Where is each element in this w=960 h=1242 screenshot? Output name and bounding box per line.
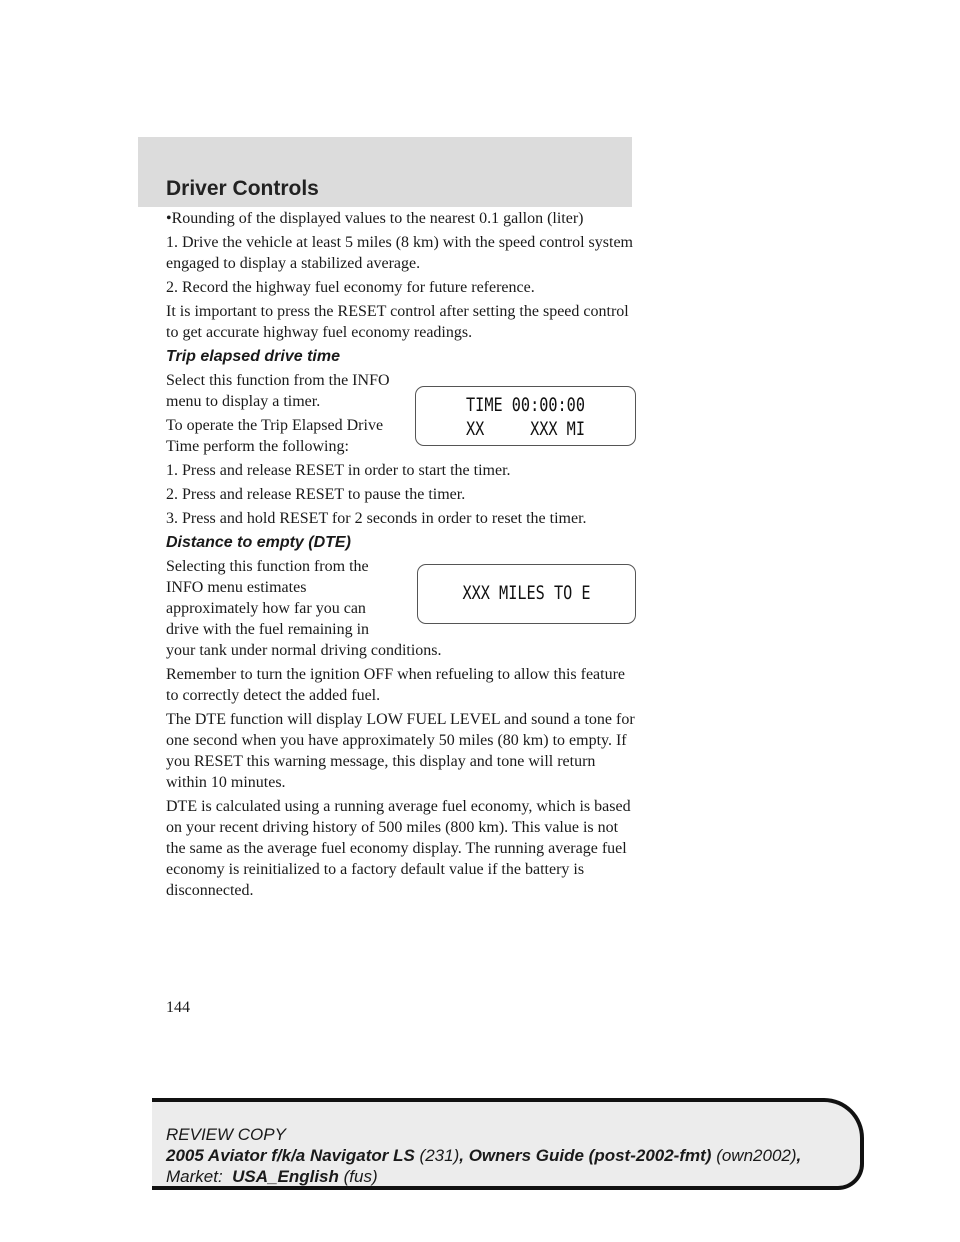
- model-name: 2005 Aviator f/k/a Navigator LS: [166, 1146, 415, 1165]
- model-code: (231): [419, 1146, 460, 1165]
- paragraph: 2. Record the highway fuel economy for future reference.: [166, 279, 535, 296]
- market-value: USA_English: [232, 1167, 339, 1186]
- bullet-text: Rounding of the displayed values to the nearest 0.1 gallon (liter): [171, 210, 584, 227]
- display-line: TIME 00:00:00: [466, 394, 585, 416]
- paragraph: The DTE function will display LOW FUEL LEVEL and sound a tone for one second when you have approximately 50 miles (80 km) to empty. If you RESET this warning message, this display and tone will return within 10 minutes.: [166, 711, 635, 791]
- guide-name: Owners Guide (post-2002-fmt): [468, 1146, 712, 1165]
- page-number: 144: [166, 999, 190, 1016]
- paragraph: Select this function from the INFO menu to display a timer.: [166, 372, 390, 410]
- dte-display-illustration: [417, 564, 636, 624]
- paragraph: To operate the Trip Elapsed Drive Time perform the following:: [166, 417, 384, 455]
- display-line: XX XXX MI: [466, 418, 585, 440]
- review-label: REVIEW COPY: [166, 1125, 286, 1144]
- bullet-item: •Rounding of the displayed values to the nearest 0.1 gallon (liter): [166, 210, 584, 227]
- display-line: XXX MILES TO E: [462, 582, 591, 604]
- paragraph: 3. Press and hold RESET for 2 seconds in order to reset the timer.: [166, 510, 587, 527]
- guide-code: (own2002): [716, 1146, 797, 1165]
- section-title: Driver Controls: [166, 177, 319, 200]
- paragraph: 1. Drive the vehicle at least 5 miles (8 km) with the speed control system engaged to display a stabilized average.: [166, 234, 633, 272]
- review-footer: REVIEW COPY 2005 Aviator f/k/a Navigator LS (231), Owners Guide (post-2002-fmt) (own2002), Market: USA_English (fus): [152, 1098, 864, 1190]
- paragraph: 2. Press and release RESET to pause the timer.: [166, 486, 466, 503]
- paragraph: Selecting this function from the INFO menu estimates approximately how far you can drive with the fuel remaining in your tank under normal driving conditions.: [166, 558, 442, 659]
- section-heading: Trip elapsed drive time: [166, 348, 340, 365]
- paragraph: DTE is calculated using a running average fuel economy, which is based on your recent driving history of 500 miles (800 km). This value is not the same as the average fuel economy display. The running average fuel economy is reinitialized to a factory default value if the battery is disconnected.: [166, 798, 631, 899]
- paragraph: Remember to turn the ignition OFF when refueling to allow this feature to correctly detect the added fuel.: [166, 666, 626, 704]
- market-label: Market:: [166, 1167, 223, 1186]
- section-heading: Distance to empty (DTE): [166, 534, 351, 551]
- section-header: [138, 137, 632, 207]
- paragraph: It is important to press the RESET control after setting the speed control to get accurate highway fuel economy readings.: [166, 303, 629, 341]
- body-column: [166, 208, 636, 1018]
- market-code: (fus): [343, 1167, 378, 1186]
- paragraph: 1. Press and release RESET in order to start the timer.: [166, 462, 511, 479]
- timer-display-illustration: [415, 386, 636, 446]
